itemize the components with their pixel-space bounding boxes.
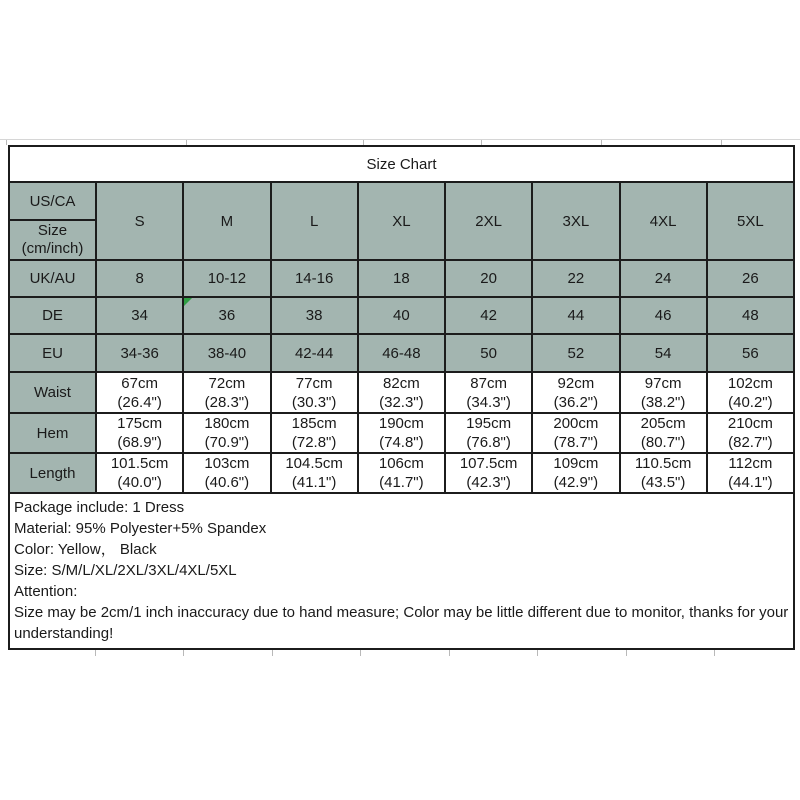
- table-cell: [271, 413, 358, 453]
- note-package: Package include: 1 Dress: [14, 499, 185, 516]
- cell-cm-value: 180cm: [204, 415, 250, 432]
- gridline-stub: [360, 650, 361, 656]
- cell-inch-value: (40.0"): [117, 474, 162, 491]
- cell-cm-value: 77cm: [295, 374, 333, 392]
- table-cell: [96, 372, 183, 413]
- row-label: EU: [9, 334, 96, 372]
- table-row: [9, 297, 794, 334]
- cell-inch-value: (76.8"): [466, 434, 511, 451]
- corner-unit-line2: (cm/inch): [21, 240, 84, 257]
- size-col-header: L: [271, 182, 358, 260]
- table-cell: [532, 413, 619, 453]
- cell-inch-value: (26.4"): [117, 393, 162, 411]
- table-cell: 36: [183, 297, 270, 334]
- table-cell: 56: [707, 334, 794, 372]
- table-cell: 20: [445, 260, 532, 297]
- cell-inch-value: (41.7"): [379, 474, 424, 491]
- table-cell: [445, 413, 532, 453]
- gridline-stub-row: [8, 650, 795, 657]
- table-cell: [532, 453, 619, 493]
- table-cell: 44: [532, 297, 619, 334]
- table-cell: 24: [620, 260, 707, 297]
- error-indicator-icon: [184, 298, 192, 306]
- table-cell: 42: [445, 297, 532, 334]
- gridline-stub: [537, 650, 538, 656]
- cell-inch-value: (82.7"): [728, 434, 773, 451]
- row-label: DE: [9, 297, 96, 334]
- table-cell: 40: [358, 297, 445, 334]
- cell-inch-value: (38.2"): [640, 393, 686, 411]
- table-cell: [271, 453, 358, 493]
- cell-cm-value: 87cm: [470, 374, 507, 392]
- cell-cm-value: 112cm: [728, 455, 773, 472]
- table-row: [9, 413, 794, 453]
- table-cell: [183, 372, 270, 413]
- table-cell: [358, 453, 445, 493]
- note-size: Size: S/M/L/XL/2XL/3XL/4XL/5XL: [14, 562, 237, 579]
- table-cell: [532, 372, 619, 413]
- cell-cm-value: 107.5cm: [459, 455, 518, 472]
- table-row: [9, 453, 794, 493]
- row-label: Waist: [9, 372, 96, 413]
- table-cell: [445, 453, 532, 493]
- cell-cm-value: 67cm: [121, 374, 158, 392]
- size-chart-sheet: [8, 145, 795, 657]
- gridline-stub: [272, 650, 273, 656]
- table-cell: 50: [445, 334, 532, 372]
- cell-cm-value: 210cm: [727, 415, 773, 432]
- cell-inch-value: (78.7"): [553, 434, 599, 451]
- table-cell: 38: [271, 297, 358, 334]
- table-cell: 14-16: [271, 260, 358, 297]
- table-row: [9, 372, 794, 413]
- cell-cm-value: 200cm: [553, 415, 599, 432]
- table-row: [9, 334, 794, 372]
- cell-inch-value: (41.1"): [291, 474, 337, 491]
- note-disclaimer: Size may be 2cm/1 inch inaccuracy due to hand measure; Color may be little different due to monitor, thanks for your understanding!: [14, 604, 789, 642]
- note-material: Material: 95% Polyester+5% Spandex: [14, 520, 267, 537]
- cell-cm-value: 97cm: [644, 374, 682, 392]
- gridline-stub: [626, 650, 627, 656]
- size-chart-table: [8, 145, 795, 494]
- gridline-stub: [449, 650, 450, 656]
- gridline-stub: [95, 650, 96, 656]
- table-cell: [707, 413, 794, 453]
- cell-cm-value: 92cm: [557, 374, 595, 392]
- table-cell: 26: [707, 260, 794, 297]
- corner-region-label: US/CA: [9, 182, 96, 220]
- table-title: Size Chart: [9, 146, 794, 182]
- row-label: Hem: [9, 413, 96, 453]
- note-color: Color: Yellow， Black: [14, 541, 157, 558]
- table-cell: 10-12: [183, 260, 270, 297]
- cell-cm-value: 72cm: [208, 374, 246, 392]
- table-cell: 48: [707, 297, 794, 334]
- cell-inch-value: (40.2"): [728, 393, 773, 411]
- cell-cm-value: 109cm: [553, 455, 599, 472]
- cell-cm-value: 195cm: [466, 415, 512, 432]
- notes-block: [8, 494, 795, 650]
- table-cell: [358, 413, 445, 453]
- table-cell: [96, 413, 183, 453]
- cell-cm-value: 102cm: [727, 374, 773, 392]
- cell-inch-value: (34.3"): [466, 393, 511, 411]
- cell-cm-value: 110.5cm: [634, 455, 692, 472]
- cell-inch-value: (42.3"): [466, 474, 511, 491]
- table-cell: [271, 372, 358, 413]
- cell-inch-value: (28.3"): [204, 393, 250, 411]
- gridline-stub: [6, 140, 7, 145]
- cell-inch-value: (70.9"): [204, 434, 250, 451]
- cell-inch-value: (80.7"): [640, 434, 686, 451]
- table-cell: [358, 372, 445, 413]
- table-cell: 34-36: [96, 334, 183, 372]
- cell-inch-value: (36.2"): [553, 393, 599, 411]
- cell-inch-value: (42.9"): [553, 474, 599, 491]
- cell-inch-value: (74.8"): [379, 434, 424, 451]
- cell-cm-value: 185cm: [291, 415, 337, 432]
- size-col-header: S: [96, 182, 183, 260]
- table-cell: [620, 413, 707, 453]
- cell-inch-value: (40.6"): [204, 474, 250, 491]
- size-col-header: XL: [358, 182, 445, 260]
- table-cell: [183, 413, 270, 453]
- size-chart-table-body: [9, 146, 794, 493]
- gridline-stub: [714, 650, 715, 656]
- table-cell: 8: [96, 260, 183, 297]
- cell-cm-value: 205cm: [640, 415, 686, 432]
- row-label: Length: [9, 453, 96, 493]
- table-cell: [707, 453, 794, 493]
- table-cell: [183, 453, 270, 493]
- table-cell: 38-40: [183, 334, 270, 372]
- note-attention: Attention:: [14, 583, 78, 600]
- table-cell: [707, 372, 794, 413]
- table-cell: 52: [532, 334, 619, 372]
- header-row-region: [9, 182, 794, 220]
- corner-unit-label: [9, 220, 96, 260]
- table-row: [9, 260, 794, 297]
- cell-cm-value: 104.5cm: [285, 455, 343, 472]
- corner-unit-line1: Size: [37, 222, 68, 239]
- size-col-header: 2XL: [445, 182, 532, 260]
- table-cell: 46-48: [358, 334, 445, 372]
- table-cell: 54: [620, 334, 707, 372]
- size-col-header: 4XL: [620, 182, 707, 260]
- gridline-hairline: [0, 139, 800, 140]
- cell-cm-value: 82cm: [383, 374, 420, 392]
- size-col-header: M: [183, 182, 270, 260]
- size-col-header: 5XL: [707, 182, 794, 260]
- table-cell: 34: [96, 297, 183, 334]
- table-cell: [620, 372, 707, 413]
- cell-inch-value: (30.3"): [291, 393, 337, 411]
- table-cell: [445, 372, 532, 413]
- cell-inch-value: (44.1"): [728, 474, 773, 491]
- table-cell: [96, 453, 183, 493]
- cell-cm-value: 175cm: [117, 415, 163, 432]
- cell-cm-value: 103cm: [204, 455, 250, 472]
- table-cell: [620, 453, 707, 493]
- size-col-header: 3XL: [532, 182, 619, 260]
- cell-inch-value: (72.8"): [291, 434, 337, 451]
- cell-cm-value: 190cm: [378, 415, 424, 432]
- table-cell: 46: [620, 297, 707, 334]
- gridline-stub: [183, 650, 184, 656]
- table-cell: 22: [532, 260, 619, 297]
- table-cell: 42-44: [271, 334, 358, 372]
- cell-cm-value: 101.5cm: [110, 455, 169, 472]
- cell-cm-value: 106cm: [378, 455, 424, 472]
- row-label: UK/AU: [9, 260, 96, 297]
- cell-inch-value: (32.3"): [379, 393, 424, 411]
- title-row: [9, 146, 794, 182]
- cell-inch-value: (68.9"): [117, 434, 162, 451]
- cell-inch-value: (43.5"): [640, 474, 686, 491]
- table-cell: 18: [358, 260, 445, 297]
